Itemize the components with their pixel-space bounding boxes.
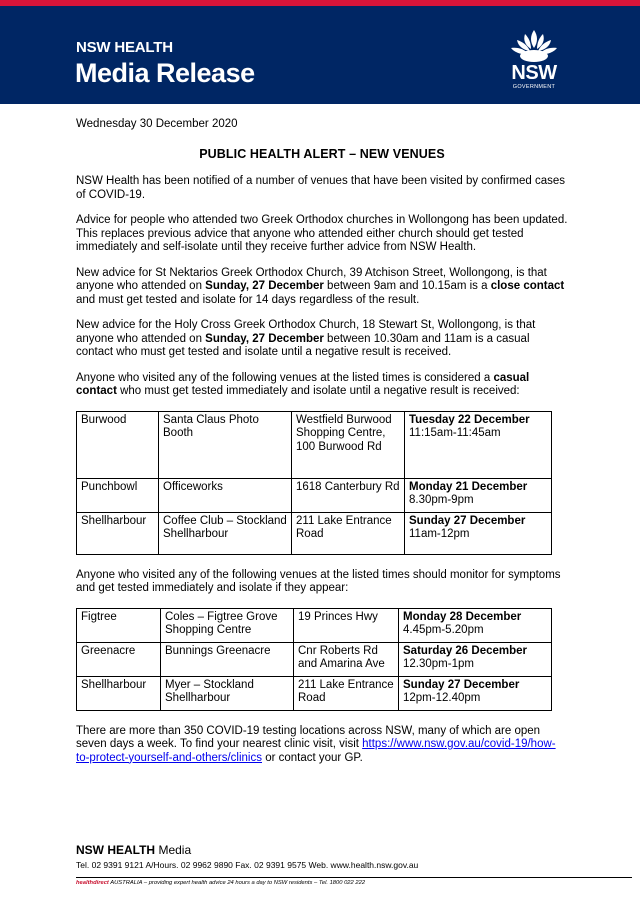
bold-date: Sunday, 27 December	[205, 332, 324, 345]
address-cell: 1618 Canterbury Rd	[292, 478, 405, 512]
venue-cell: Bunnings Greenacre	[161, 642, 294, 676]
day-text: Tuesday 22 December	[409, 413, 530, 426]
datetime-cell	[405, 512, 552, 554]
suburb-cell: Punchbowl	[77, 478, 159, 512]
text-span: between 10.30am and 11am is a casual contact who must get tested and isolate until a negative result is received.	[76, 332, 530, 358]
day-text: Monday 28 December	[403, 610, 522, 623]
table-row	[77, 512, 552, 554]
venue-cell: Santa Claus Photo Booth	[159, 411, 292, 478]
datetime-cell	[405, 478, 552, 512]
day-text: Saturday 26 December	[403, 644, 528, 657]
release-heading: PUBLIC HEALTH ALERT – NEW VENUES	[199, 146, 445, 161]
text-span: or contact your GP.	[262, 751, 363, 764]
address-cell: 211 Lake Entrance Road	[292, 512, 405, 554]
header-org: NSW HEALTH	[76, 39, 173, 56]
day-text: Sunday 27 December	[403, 678, 520, 691]
address-cell: 211 Lake Entrance Road	[294, 676, 399, 710]
logo-nsw-text: NSW	[511, 62, 557, 84]
paragraph-casual-contact	[76, 372, 568, 399]
suburb-cell: Figtree	[77, 608, 161, 642]
header-title: Media Release	[75, 58, 255, 88]
logo-government-text: GOVERNMENT	[512, 84, 556, 90]
time-text: 12pm-12.40pm	[403, 692, 481, 704]
table-row	[77, 676, 552, 710]
paragraph-churches-update: Advice for people who attended two Greek Orthodox churches in Wollongong has been updated. This replaces previous advice that anyone who attended either church should get tested immediately and self-isolate until they receive further advice from NSW Health.	[76, 214, 568, 253]
casual-contact-venues-table	[76, 411, 552, 555]
healthdirect-brand: healthdirect	[76, 880, 109, 886]
text-span: Anyone who visited any of the following venues at the listed times is considered a	[76, 371, 494, 384]
page-header	[0, 6, 640, 104]
monitor-symptoms-venues-table	[76, 608, 552, 711]
day-text: Monday 21 December	[409, 480, 528, 493]
datetime-cell	[399, 676, 552, 710]
footer-org-rest: Media	[155, 843, 192, 857]
table-row	[77, 642, 552, 676]
address-cell: Westfield Burwood Shopping Centre, 100 Burwood Rd	[292, 411, 405, 478]
suburb-cell: Shellharbour	[77, 676, 161, 710]
footer-contact: Tel. 02 9391 9121 A/Hours. 02 9962 9890 Fax. 02 9391 9575 Web. www.health.nsw.gov.au	[76, 860, 419, 870]
footer-org-bold: NSW HEALTH	[76, 843, 156, 857]
bold-close-contact: close contact	[490, 280, 565, 292]
time-text: 11:15am-11:45am	[409, 427, 501, 439]
datetime-cell	[399, 608, 552, 642]
text-span: between 9am and 10.15am is a	[323, 280, 491, 292]
venue-cell: Myer – Stockland Shellharbour	[161, 676, 294, 710]
bold-date: Sunday, 27 December	[205, 280, 324, 292]
paragraph-holy-cross	[76, 319, 568, 360]
suburb-cell: Shellharbour	[77, 512, 159, 554]
text-span: and must get tested and isolate for 14 days regardless of the result.	[76, 293, 420, 306]
venue-cell: Coles – Figtree Grove Shopping Centre	[161, 608, 294, 642]
table-row	[77, 411, 552, 478]
waratah-icon	[505, 28, 563, 64]
release-date: Wednesday 30 December 2020	[76, 118, 238, 130]
datetime-cell	[399, 642, 552, 676]
venue-cell: Officeworks	[159, 478, 292, 512]
address-cell: 19 Princes Hwy	[294, 608, 399, 642]
time-text: 11am-12pm	[409, 528, 470, 540]
footer	[76, 843, 636, 870]
address-cell: Cnr Roberts Rd and Amarina Ave	[294, 642, 399, 676]
paragraph-testing-locations	[76, 725, 568, 766]
time-text: 8.30pm-9pm	[409, 494, 474, 506]
day-text: Sunday 27 December	[409, 514, 526, 527]
bold-casual-contact: casual contact	[76, 371, 530, 397]
healthdirect-text: AUSTRALIA – providing expert health advice 24 hours a day to NSW residents – Tel. 1800 022 222	[108, 880, 366, 886]
text-span: New advice for the Holy Cross Greek Orthodox Church, 18 Stewart St, Wollongong, is that anyone who attended on	[76, 319, 536, 345]
datetime-cell	[405, 411, 552, 478]
time-text: 4.45pm-5.20pm	[403, 624, 484, 636]
time-text: 12.30pm-1pm	[403, 658, 474, 670]
table-row	[77, 608, 552, 642]
clinics-link[interactable]: https://www.nsw.gov.au/covid-19/how-to-protect-yourself-and-others/clinics	[76, 738, 556, 764]
paragraph-monitor-symptoms: Anyone who visited any of the following venues at the listed times should monitor for symptoms and get tested immediately and isolate if they appear:	[76, 568, 561, 594]
nsw-government-logo	[505, 28, 565, 98]
table-row	[77, 478, 552, 512]
release-body	[76, 118, 568, 777]
text-span: who must get tested immediately and isolate until a negative result is received:	[116, 385, 520, 397]
paragraph-st-nektarios	[76, 267, 568, 308]
suburb-cell: Burwood	[77, 411, 159, 478]
suburb-cell: Greenacre	[77, 642, 161, 676]
text-span: New advice for St Nektarios Greek Orthodox Church, 39 Atchison Street, Wollongong, is that anyone who attended on	[76, 266, 547, 292]
healthdirect-line	[76, 877, 632, 886]
venue-cell: Coffee Club – Stockland Shellharbour	[159, 512, 292, 554]
footer-org	[76, 843, 636, 857]
paragraph-intro: NSW Health has been notified of a number of venues that have been visited by confirmed cases of COVID-19.	[76, 175, 566, 201]
text-span: There are more than 350 COVID-19 testing locations across NSW, many of which are open seven days a week. To find your nearest clinic visit, visit	[76, 724, 541, 750]
